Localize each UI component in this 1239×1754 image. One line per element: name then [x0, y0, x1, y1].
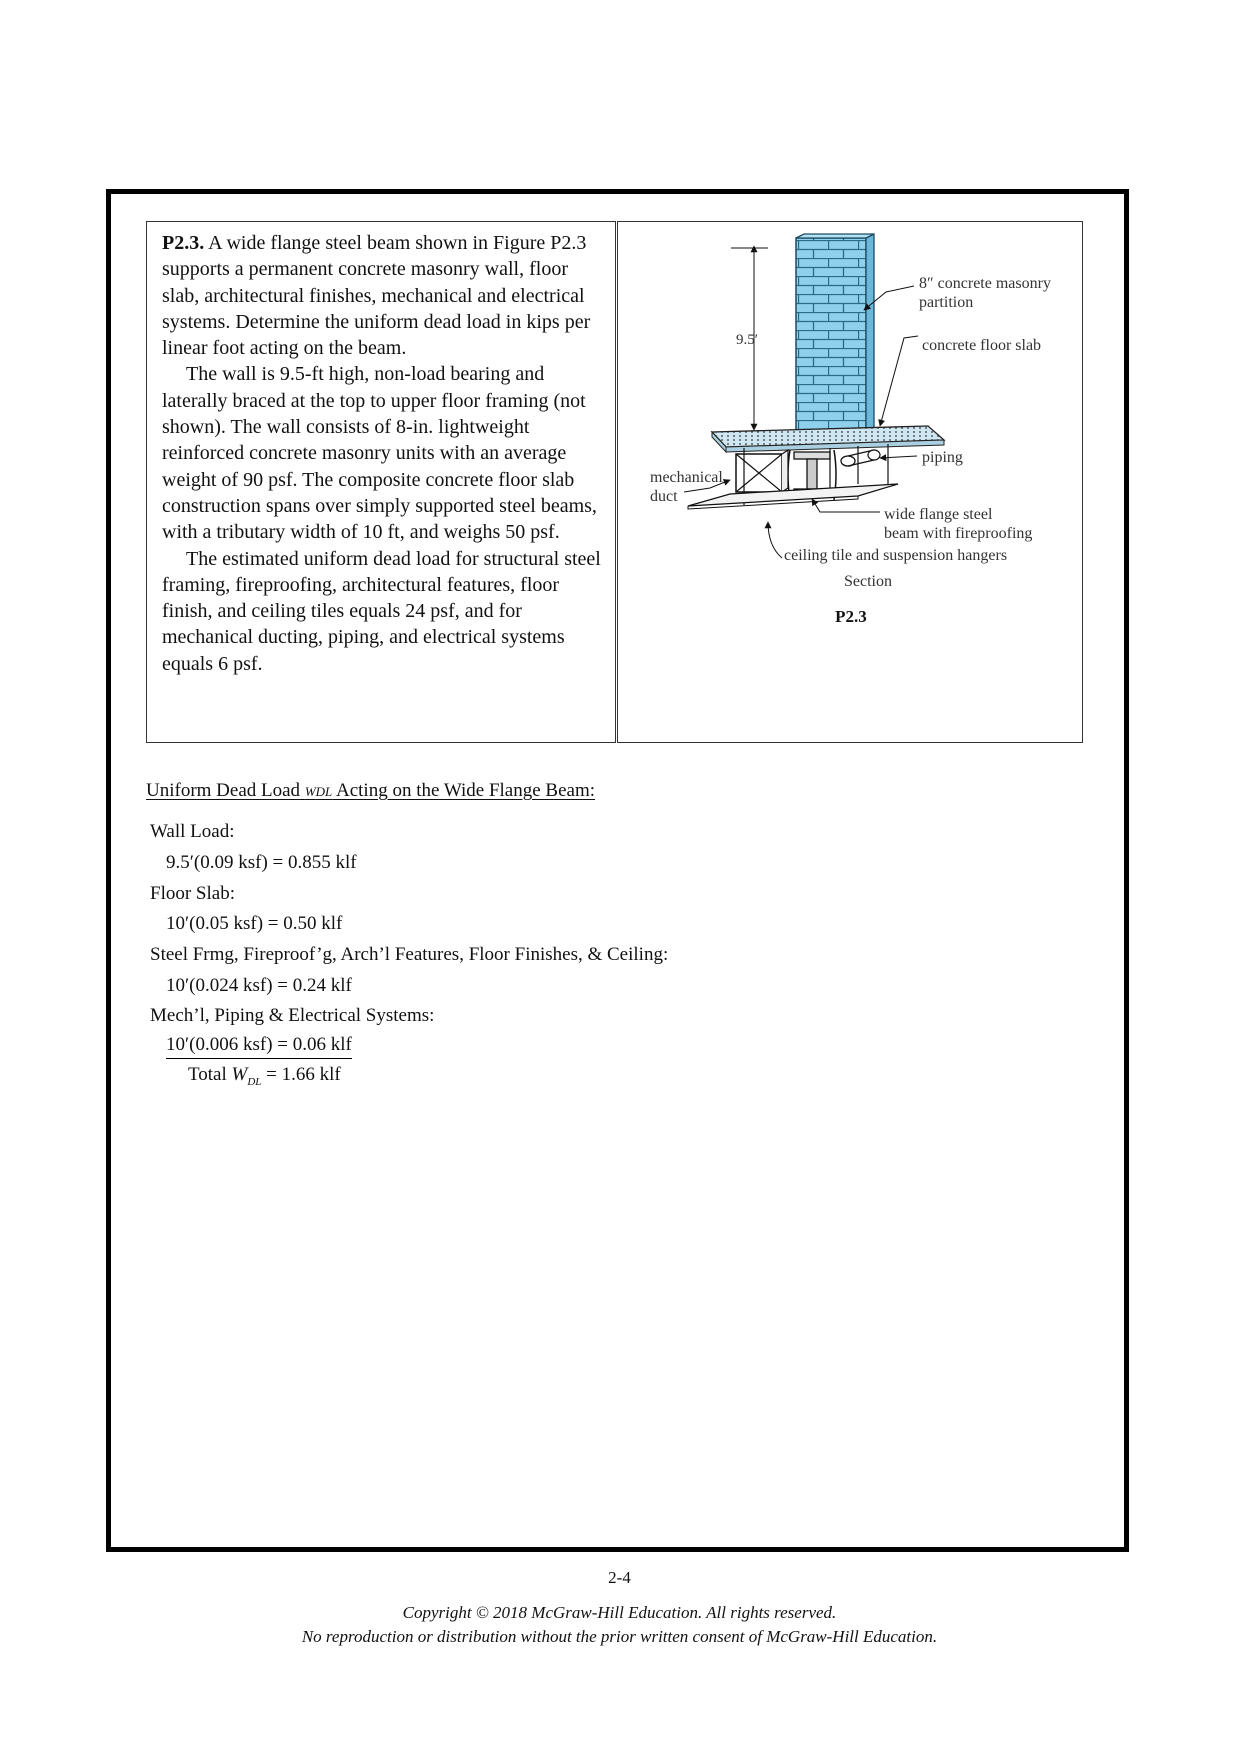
problem-paragraph-1	[162, 230, 602, 361]
wall-load-label: Wall Load:	[150, 821, 235, 842]
reproduction-notice: No reproduction or distribution without the prior written consent of McGraw-Hill Education.	[301, 1627, 938, 1646]
height-dimension-label: 9.5′	[736, 332, 759, 348]
section-drawing	[618, 222, 1084, 744]
problem-statement	[162, 230, 602, 677]
total-symbol: W	[231, 1064, 248, 1085]
steel-framing-calc: 10′(0.024 ksf) = 0.24 klf	[166, 975, 352, 996]
total-value: = 1.66 klf	[261, 1064, 341, 1085]
mechanical-calc: 10′(0.006 ksf) = 0.06 klf	[166, 1034, 352, 1059]
total-text: Total	[188, 1064, 232, 1085]
beam-label-2: beam with fireproofing	[884, 525, 1033, 542]
floor-slab	[712, 426, 944, 452]
piping-label: piping	[922, 449, 963, 466]
page-number: 2-4	[608, 1568, 631, 1587]
solution-heading-text: Uniform Dead Load	[146, 780, 305, 801]
piping	[841, 450, 880, 466]
masonry-label: 8″ concrete masonry	[919, 275, 1051, 292]
problem-paragraph-2: The wall is 9.5-ft high, non-load bearing and laterally braced at the top to upper floor framing (not shown). The wall consists of 8-in. lightweight reinforced concrete masonry units with an average weight of 90 psf. The composite concrete floor slab construction spans over simply supported steel beams, with a tributary width of 10 ft, and weighs 50 psf.	[162, 363, 597, 544]
beam-label: wide flange steel	[884, 506, 993, 523]
figure-caption: P2.3	[835, 607, 867, 626]
solution-heading	[146, 780, 595, 802]
problem-number: P2.3.	[162, 232, 205, 254]
slab-label: concrete floor slab	[922, 337, 1042, 354]
masonry-wall	[796, 234, 874, 435]
steel-framing-label: Steel Frmg, Fireproof’g, Arch’l Features, Floor Finishes, & Ceiling:	[150, 944, 669, 965]
section-label: Section	[844, 573, 892, 590]
mechanical-label: Mech’l, Piping & Electrical Systems:	[150, 1005, 435, 1026]
solution-heading-symbol: W	[304, 784, 316, 799]
masonry-label-2: partition	[919, 294, 974, 311]
duct-label: mechanical	[650, 469, 723, 486]
duct-label-2: duct	[650, 488, 678, 505]
total-dead-load	[188, 1064, 341, 1088]
problem-text-1: A wide flange steel beam shown in Figure P2.3 supports a permanent concrete masonry wall, floor slab, architectural finishes, mechanical and electrical systems. Determine the uniform dead load in kips per linear foot acting on the beam.	[162, 232, 591, 360]
ceiling-label: ceiling tile and suspension hangers	[784, 547, 1008, 564]
wall-load-calc: 9.5′(0.09 ksf) = 0.855 klf	[166, 852, 357, 873]
floor-slab-calc: 10′(0.05 ksf) = 0.50 klf	[166, 913, 343, 934]
floor-slab-label: Floor Slab:	[150, 883, 235, 904]
total-subscript: DL	[247, 1075, 262, 1088]
problem-paragraph-3: The estimated uniform dead load for structural steel framing, fireproofing, architectural features, floor finish, and ceiling tiles equals 24 psf, and for mechanical ducting, piping, and electrical systems equals 6 psf.	[162, 547, 601, 675]
figure-box	[617, 221, 1083, 743]
solution-heading-subscript: DL	[315, 784, 333, 799]
copyright-line: Copyright © 2018 McGraw-Hill Education. All rights reserved.	[402, 1603, 837, 1622]
solution-heading-text-2: Acting on the Wide Flange Beam:	[332, 780, 596, 801]
